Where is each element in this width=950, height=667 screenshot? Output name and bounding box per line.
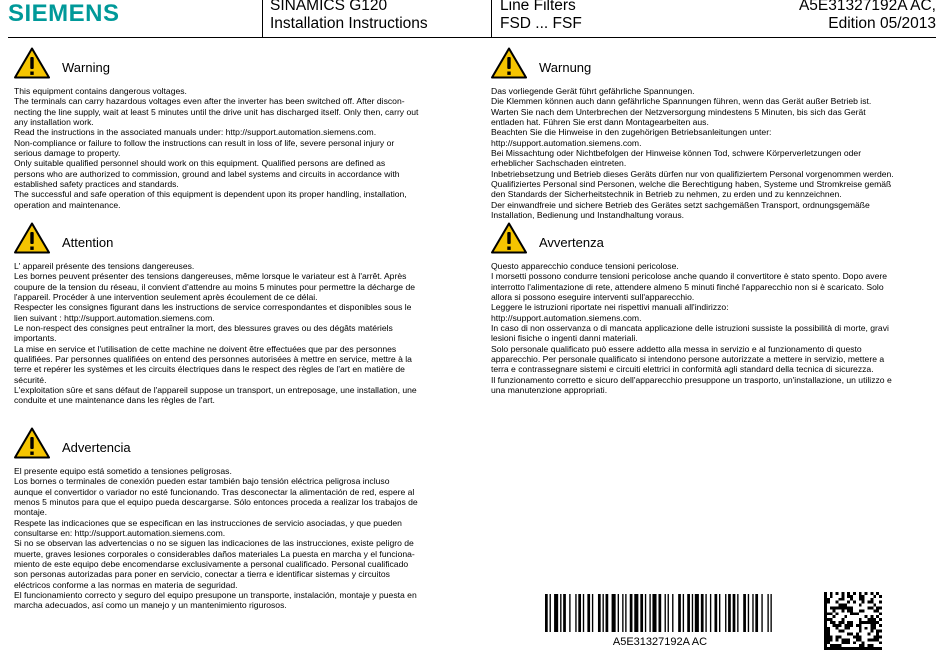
code-module — [873, 595, 876, 598]
code-module — [824, 592, 827, 595]
barcode-bar — [692, 594, 693, 632]
code-module — [847, 595, 850, 598]
code-module — [876, 609, 879, 612]
code-module — [841, 607, 844, 610]
code-module — [847, 609, 850, 612]
barcode-bar — [554, 594, 558, 632]
code-module — [873, 604, 876, 607]
barcode-bar — [767, 594, 768, 632]
code-module — [850, 624, 853, 627]
code-module — [847, 592, 850, 595]
code-module — [850, 621, 853, 624]
code-module — [859, 598, 862, 601]
code-module — [870, 598, 873, 601]
code-module — [859, 604, 862, 607]
barcode-bar — [743, 594, 746, 632]
barcode-bar — [687, 594, 690, 632]
code-module — [873, 636, 876, 639]
code-module — [859, 609, 862, 612]
code-module — [873, 618, 876, 621]
code-module — [853, 641, 856, 644]
code-module — [836, 627, 839, 630]
code-module — [841, 609, 844, 612]
section-title: Avvertenza — [539, 235, 604, 250]
barcode-bar — [649, 594, 650, 632]
code-module — [879, 618, 882, 621]
code-module — [856, 647, 859, 650]
barcode-bar — [683, 594, 684, 632]
code-module — [827, 627, 830, 630]
code-module — [870, 618, 873, 621]
code-module — [862, 609, 865, 612]
barcode-bar — [678, 594, 681, 632]
warning-section-fr — [14, 222, 474, 406]
barcode-bar — [603, 594, 604, 632]
code-module — [824, 627, 827, 630]
code-module — [870, 638, 873, 641]
barcode-bar — [640, 594, 643, 632]
code-module — [824, 633, 827, 636]
code-module — [862, 601, 865, 604]
code-module — [876, 615, 879, 618]
code-module — [836, 636, 839, 639]
code-module — [824, 618, 827, 621]
device-name: Line Filters — [500, 0, 576, 14]
barcode-bar — [725, 594, 726, 632]
code-module — [850, 607, 853, 610]
code-module — [836, 624, 839, 627]
code-module — [862, 644, 865, 647]
code-module — [879, 636, 882, 639]
code-module — [853, 647, 856, 650]
siemens-logo: SIEMENS — [8, 0, 120, 27]
code-module — [873, 621, 876, 624]
code-module — [830, 592, 833, 595]
code-module — [844, 638, 847, 641]
warning-triangle-icon — [14, 222, 50, 254]
code-module — [827, 641, 830, 644]
code-module — [847, 638, 850, 641]
code-module — [833, 607, 836, 610]
code-module — [865, 621, 868, 624]
code-module — [833, 644, 836, 647]
code-module — [824, 636, 827, 639]
barcode-bar — [612, 594, 616, 632]
code-module — [844, 604, 847, 607]
code-module — [827, 598, 830, 601]
code-module — [873, 624, 876, 627]
section-body: Questo apparecchio conduce tensioni pericolose. I morsetti possono condurre tensioni pericolose anche quando il convertitore è stato spento. Dopo avere interrotto l'alimentazione di rete, attendere almeno 5 minuti finché l'apparecchio non si è scaricato. Solo allora si possono eseguire interventi sull'apparecchio. Leggere le istruzioni riportate nei rispettivi manuali all'indirizzo: http://support.automation.siemens.com. In caso di non osservanza o di mancata applicazione delle istruzioni sussiste la possibilità di morte, gravi lesioni fisiche o ingenti danni materiali. Solo personale qualificato può essere addetto alla messa in servizio e al funzionamento di questo apparecchio. Per personale qualificato si intendono persone autorizzate a mettere in servizio, mettere a terra e contrassegnare sistemi e circuiti elettrici in conformità agli standard della tecnica di sicurezza. Il funzionamento corretto e sicuro dell'apparecchio presuppone un trasporto, un'installazione, un utilizzo e una manutenzione appropriati. — [491, 261, 892, 396]
code-module — [859, 647, 862, 650]
code-module — [844, 641, 847, 644]
barcode-bar — [625, 594, 626, 632]
code-module — [841, 641, 844, 644]
code-module — [833, 647, 836, 650]
code-module — [862, 598, 865, 601]
code-module — [830, 612, 833, 615]
code-module — [850, 595, 853, 598]
code-module — [847, 633, 850, 636]
barcode-bar — [598, 594, 601, 632]
code-module — [824, 647, 827, 650]
barcode-bar — [645, 594, 646, 632]
code-module — [844, 624, 847, 627]
code-module — [847, 621, 850, 624]
code-module — [868, 621, 871, 624]
code-module — [862, 595, 865, 598]
code-module — [841, 618, 844, 621]
code-module — [841, 647, 844, 650]
code-module — [859, 636, 862, 639]
code-module — [868, 601, 871, 604]
code-module — [841, 604, 844, 607]
code-module — [833, 624, 836, 627]
code-module — [870, 630, 873, 633]
code-module — [879, 624, 882, 627]
barcode-bar — [560, 594, 561, 632]
code-module — [841, 621, 844, 624]
code-module — [865, 592, 868, 595]
code-module — [873, 638, 876, 641]
code-module — [844, 615, 847, 618]
code-module — [870, 627, 873, 630]
code-module — [833, 615, 836, 618]
code-module — [870, 607, 873, 610]
code-module — [865, 627, 868, 630]
code-module — [859, 638, 862, 641]
code-module — [870, 592, 873, 595]
code-module — [830, 621, 833, 624]
code-module — [824, 607, 827, 610]
section-title: Advertencia — [62, 440, 131, 455]
header-rule — [8, 37, 936, 38]
code-module — [824, 612, 827, 615]
code-module — [868, 647, 871, 650]
code-module — [862, 641, 865, 644]
code-module — [839, 604, 842, 607]
code-module — [868, 607, 871, 610]
code-module — [859, 644, 862, 647]
barcode-bar — [622, 594, 623, 632]
code-module — [876, 638, 879, 641]
code-module — [824, 604, 827, 607]
code-module — [876, 647, 879, 650]
code-module — [841, 638, 844, 641]
frame-size-range: FSD ... FSF — [500, 15, 582, 32]
code-module — [859, 630, 862, 633]
code-module — [850, 633, 853, 636]
code-module — [827, 647, 830, 650]
code-module — [879, 612, 882, 615]
section-body: Das vorliegende Gerät führt gefährliche Spannungen. Die Klemmen können auch dann gefährliche Spannungen führen, wenn das Gerät außer Betrieb ist. Warten Sie nach dem Unterbrechen der Netzversorgung mindestens 5 Minuten, bis sich das Gerät entladen hat. Führen Sie erst dann Montagearbeiten aus. Beachten Sie die Hinweise in den zugehörigen Betriebsanleitungen unter: http://support.automation.siemens.com. Bei Missachtung oder Nichtbefolgen der Hinweise können Tod, schwere Körperverletzungen oder erheblicher Sachschaden eintreten. Inbetriebsetzung und Betrieb dieses Geräts dürfen nur von qualifiziertem Personal vorgenommen werden. Qualifiziertes Personal sind Personen, welche die Berechtigung haben, Systeme und Stromkreise gemäß den Standards der Sicherheitstechnik in Betrieb zu nehmen, zu erden und zu kennzeichnen. Der einwandfreie und sichere Betrieb des Gerätes setzt sachgemäßen Transport, ordnungsgemäße Installation, Bedienung und Instandhaltung voraus. — [491, 86, 894, 221]
code-module — [830, 618, 833, 621]
code-module — [841, 630, 844, 633]
code-module — [868, 633, 871, 636]
code-module — [824, 601, 827, 604]
warning-section-en — [14, 47, 474, 210]
code-module — [827, 618, 830, 621]
code-module — [856, 624, 859, 627]
code-module — [824, 598, 827, 601]
code-module — [868, 638, 871, 641]
code-module — [850, 598, 853, 601]
section-body: This equipment contains dangerous voltages. The terminals can carry hazardous voltages even after the inverter has been switched off. After discon- necting the line supply, wait at least 5 minutes until the drive unit has discharged itself. Only then, carry out any installation work. Read the instructions in the associated manuals under: http://support.automation.siemens.com. Non-compliance or failure to follow the instructions can result in loss of life, severe personal injury or serious damage to property. Only suitable qualified personnel should work on this equipment. Qualified persons are defined as persons who are authorized to commission, ground and label systems and circuits in accordance with established safety practices and standards. The successful and safe operation of this equipment is dependent upon its proper handling, installation, operation and maintenance. — [14, 86, 419, 210]
code-module — [824, 641, 827, 644]
barcode-bar — [563, 594, 566, 632]
code-module — [868, 618, 871, 621]
code-module — [841, 592, 844, 595]
barcode-bar — [592, 594, 593, 632]
code-module — [844, 627, 847, 630]
code-module — [870, 624, 873, 627]
code-module — [859, 592, 862, 595]
code-module — [853, 612, 856, 615]
code-module — [827, 601, 830, 604]
product-name: SINAMICS G120 — [270, 0, 388, 14]
code-module — [850, 647, 853, 650]
barcode-bar — [575, 594, 576, 632]
code-module — [859, 624, 862, 627]
barcode-bar — [728, 594, 731, 632]
code-module — [847, 601, 850, 604]
code-module — [870, 615, 873, 618]
code-module — [841, 598, 844, 601]
code-module — [824, 615, 827, 618]
barcode-bar — [705, 594, 706, 632]
code-module — [870, 601, 873, 604]
barcode-icon — [545, 594, 775, 632]
barcode-bar — [658, 594, 661, 632]
section-title: Attention — [62, 235, 114, 250]
code-module — [836, 644, 839, 647]
barcode-label: A5E31327192A AC — [612, 636, 708, 648]
code-module — [879, 607, 882, 610]
code-module — [876, 633, 879, 636]
code-module — [865, 647, 868, 650]
document-number: A5E31327192A AC, — [798, 0, 936, 14]
code-module — [847, 607, 850, 610]
code-module — [830, 644, 833, 647]
code-module — [856, 612, 859, 615]
warning-section-es — [14, 427, 474, 611]
code-module — [876, 636, 879, 639]
code-module — [836, 647, 839, 650]
code-module — [850, 612, 853, 615]
code-module — [836, 607, 839, 610]
code-module — [824, 621, 827, 624]
code-module — [824, 644, 827, 647]
barcode-bar — [672, 594, 673, 632]
barcode-bar — [606, 594, 609, 632]
code-module — [879, 595, 882, 598]
barcode-bar — [578, 594, 581, 632]
code-module — [839, 598, 842, 601]
document-header — [0, 0, 950, 40]
code-module — [836, 601, 839, 604]
code-module — [873, 647, 876, 650]
header-divider — [491, 0, 492, 37]
code-module — [873, 609, 876, 612]
barcode-bar — [714, 594, 717, 632]
barcode-bar — [630, 594, 633, 632]
code-module — [876, 592, 879, 595]
code-module — [868, 644, 871, 647]
barcode-bar — [701, 594, 704, 632]
code-module — [824, 609, 827, 612]
code-module — [879, 601, 882, 604]
code-module — [824, 630, 827, 633]
code-module — [847, 641, 850, 644]
barcode-bar — [550, 594, 551, 632]
code-module — [824, 595, 827, 598]
code-module — [827, 633, 830, 636]
code-module — [839, 636, 842, 639]
code-module — [873, 627, 876, 630]
barcode-bar — [652, 594, 656, 632]
code-module — [839, 647, 842, 650]
warning-section-it — [491, 222, 941, 395]
code-module — [853, 636, 856, 639]
barcode-bar — [583, 594, 584, 632]
code-module — [876, 621, 879, 624]
barcode-bar — [569, 594, 570, 632]
code-module — [856, 633, 859, 636]
code-module — [856, 638, 859, 641]
code-module — [830, 638, 833, 641]
barcode-bar — [695, 594, 699, 632]
section-title: Warnung — [539, 60, 592, 75]
barcode-bar — [748, 594, 749, 632]
code-module — [879, 630, 882, 633]
barcode-bar — [710, 594, 711, 632]
code-module — [824, 638, 827, 641]
barcode-bar — [587, 594, 590, 632]
code-module — [856, 636, 859, 639]
barcode-bar — [770, 594, 771, 632]
warning-section-de — [491, 47, 941, 220]
barcode-bar — [719, 594, 720, 632]
code-module — [844, 647, 847, 650]
code-module — [862, 621, 865, 624]
barcode-bar — [752, 594, 753, 632]
edition: Edition 05/2013 — [828, 15, 936, 32]
code-module — [876, 607, 879, 610]
code-module — [839, 607, 842, 610]
code-module — [827, 612, 830, 615]
header-divider — [262, 0, 263, 37]
code-module — [859, 595, 862, 598]
code-module — [827, 638, 830, 641]
code-module — [827, 636, 830, 639]
code-module — [870, 621, 873, 624]
section-body: L' appareil présente des tensions dangereuses. Les bornes peuvent présenter des tensions dangereuses, même lorsque le variateur est à l'arrêt. Après coupure de la tension du réseau, il convient d'attendre au moins 5 minutes pour permettre la décharge de l'appareil. Procéder à une intervention seulement après écoulement de ce délai. Respecter les consignes figurant dans les instructions de service correspondantes et disponibles sous le lien suivant : http://support.automation.siemens.com. Le non-respect des consignes peut entraîner la mort, des blessures graves ou des dégâts matériels importants. La mise en service et l'utilisation de cette machine ne doivent être effectuées que par des personnes qualifiées. Par personnes qualifiées on entend des personnes autorisées à mettre en service, mettre à la terre et repérer les systèmes et les circuits électriques dans le respect des règles de l'art en matière de sécurité. L'exploitation sûre et sans défaut de l'appareil suppose un transport, un entreposage, une installation, une conduite et une maintenance dans les règles de l'art. — [14, 261, 417, 406]
code-module — [853, 592, 856, 595]
code-module — [830, 607, 833, 610]
code-module — [859, 627, 862, 630]
warning-triangle-icon — [491, 222, 527, 254]
barcode-bar — [737, 594, 738, 632]
code-module — [870, 644, 873, 647]
code-module — [830, 595, 833, 598]
code-module — [847, 647, 850, 650]
code-module — [879, 647, 882, 650]
warning-triangle-icon — [14, 47, 50, 79]
code-module — [824, 624, 827, 627]
section-body: El presente equipo está sometido a tensiones peligrosas. Los bornes o terminales de conexión pueden estar también bajo tensión eléctrica peligrosa incluso aunque el convertidor o variador no esté funcionando. Tras desconectar la alimentación de red, espere al menos 5 minutos para que el equipo pueda descargarse. Sólo entonces proceda a realizar los trabajos de montaje. Respete las indicaciones que se especifican en las instrucciones de servicio asociadas, y que pueden consultarse en: http://support.automation.siemens.com. Si no se observan las advertencias o no se siguen las indicaciones de las instrucciones, existe peligro de muerte, graves lesiones corporales o considerables daños materiales La puesta en marcha y el funciona- miento de este equipo debe encomendarse exclusivamente a personal cualificado. Personal cualificado son personas autorizadas para poner en servicio, conectar a tierra e identificar sistemas y circuitos eléctricos conforme a las normas en materia de seguridad. El funcionamiento correcto y seguro del equipo presupone un transporte, instalación, montaje y puesta en marcha adecuados, así como un manejo y un mantenimiento rigurosos. — [14, 466, 418, 611]
section-title: Warning — [62, 60, 110, 75]
barcode-bar — [668, 594, 669, 632]
barcode-bar — [618, 594, 619, 632]
code-module — [841, 595, 844, 598]
code-module — [839, 630, 842, 633]
code-module — [839, 621, 842, 624]
barcode-bar — [634, 594, 638, 632]
code-module — [865, 615, 868, 618]
code-module — [836, 612, 839, 615]
warning-triangle-icon — [491, 47, 527, 79]
code-module — [847, 624, 850, 627]
barcode-bar — [755, 594, 758, 632]
document-type: Installation Instructions — [270, 15, 428, 32]
code-module — [833, 621, 836, 624]
code-module — [827, 630, 830, 633]
code-module — [859, 618, 862, 621]
code-module — [839, 644, 842, 647]
code-module — [879, 641, 882, 644]
code-module — [847, 627, 850, 630]
code-module — [853, 601, 856, 604]
barcode-bar — [733, 594, 736, 632]
code-module — [839, 624, 842, 627]
code-module — [830, 647, 833, 650]
warning-triangle-icon — [14, 427, 50, 459]
code-module — [844, 607, 847, 610]
code-module — [862, 647, 865, 650]
code-module — [870, 647, 873, 650]
code-module — [830, 636, 833, 639]
code-module — [833, 609, 836, 612]
code-module — [836, 638, 839, 641]
code-module — [836, 592, 839, 595]
code-module — [850, 609, 853, 612]
barcode-bar — [761, 594, 762, 632]
barcode-bar — [545, 594, 548, 632]
barcode-bar — [665, 594, 666, 632]
code-module — [876, 630, 879, 633]
code-module — [859, 621, 862, 624]
datamatrix-code-icon — [824, 592, 882, 650]
